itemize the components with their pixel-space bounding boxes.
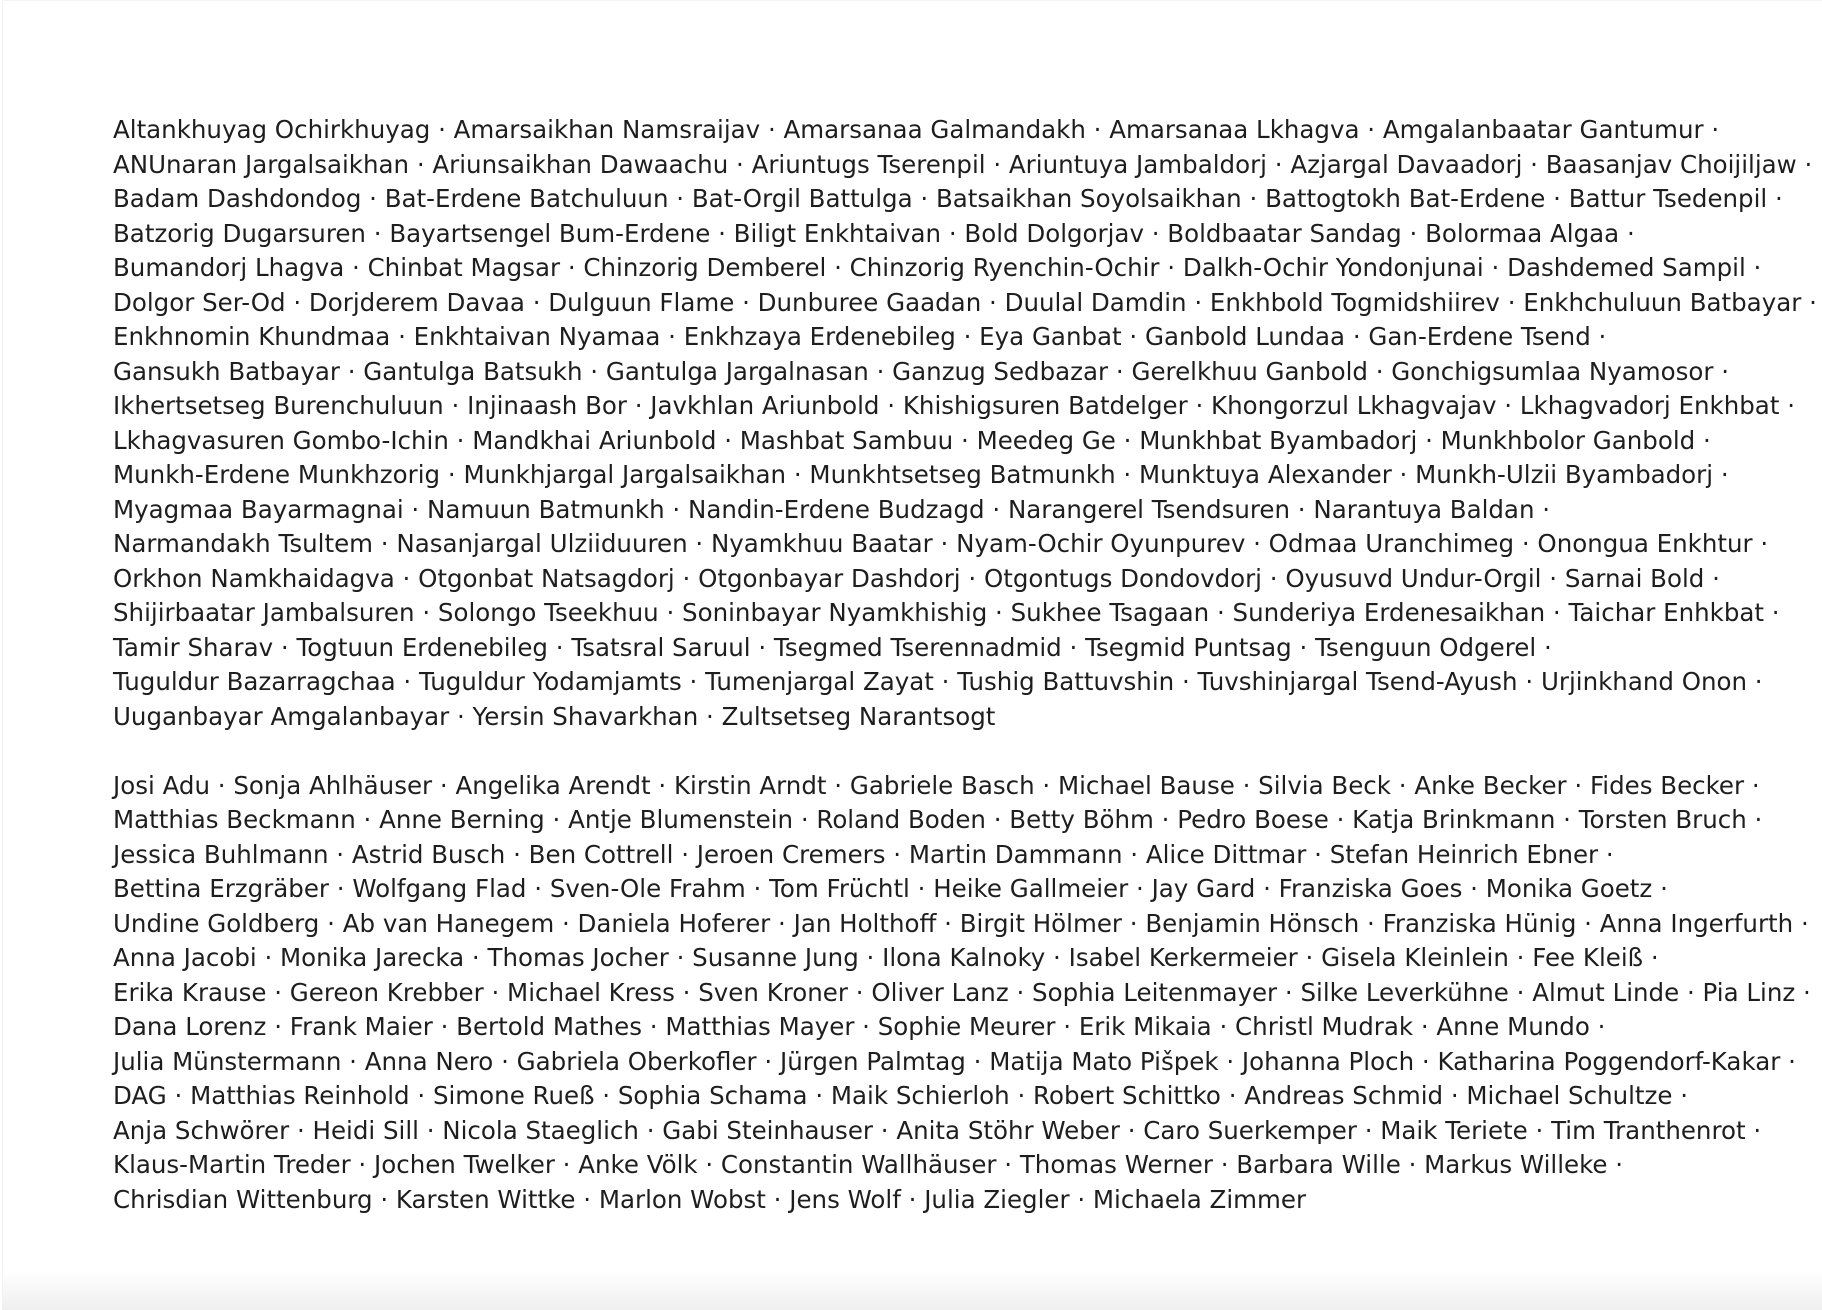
name-line: Bettina Erzgräber · Wolfgang Flad · Sven-Ole Frahm · Tom Früchtl · Heike Gallmeier · Jay Gard · Franziska Goes · Monika Goetz · — [113, 874, 1668, 903]
name-line: Lkhagvasuren Gombo-Ichin · Mandkhai Ariunbold · Mashbat Sambuu · Meedeg Ge · Munkhbat Byambadorj · Munkhbolor Ganbold · — [113, 425, 1711, 455]
bottom-edge-shadow — [3, 1270, 1822, 1310]
name-line: Erika Krause · Gereon Krebber · Michael Kress · Sven Kroner · Oliver Lanz · Sophia Leitenmayer · Silke Leverkühne · Almut Linde · Pia Linz · — [113, 977, 1811, 1007]
name-line: Julia Münstermann · Anna Nero · Gabriela Oberkofler · Jürgen Palmtag · Matija Mato Pišpek · Johanna Ploch · Katharina Poggendorf-Kakar · — [113, 1046, 1796, 1076]
name-line: ANUnaran Jargalsaikhan · Ariunsaikhan Dawaachu · Ariuntugs Tserenpil · Ariuntuya Jambaldorj · Azjargal Davaadorj · Baasanjav Choijiljaw · — [113, 149, 1813, 179]
name-line: DAG · Matthias Reinhold · Simone Rueß · Sophia Schama · Maik Schierloh · Robert Schittko · Andreas Schmid · Michael Schultze · — [113, 1081, 1689, 1110]
name-line: Enkhnomin Khundmaa · Enkhtaivan Nyamaa · Enkhzaya Erdenebileg · Eya Ganbat · Ganbold Lundaa · Gan-Erdene Tsend · — [113, 322, 1607, 351]
name-line: Anja Schwörer · Heidi Sill · Nicola Staeglich · Gabi Steinhauser · Anita Stöhr Weber · Caro Suerkemper · Maik Teriete · Tim Tranthenrot · — [113, 1115, 1762, 1145]
name-line: Orkhon Namkhaidagva · Otgonbat Natsagdorj · Otgonbayar Dashdorj · Otgontugs Dondovdorj · Oyusuvd Undur-Orgil · Sarnai Bold · — [113, 563, 1720, 593]
name-line: Gansukh Batbayar · Gantulga Batsukh · Gantulga Jargalnasan · Ganzug Sedbazar · Gerelkhuu Ganbold · Gonchigsumlaa Nyamosor · — [113, 356, 1730, 386]
name-line: Dolgor Ser-Od · Dorjderem Davaa · Dulguun Flame · Dunburee Gaadan · Duulal Damdin · Enkhbold Togmidshiirev · Enkhchuluun Batbayar · — [113, 287, 1817, 317]
name-line: Badam Dashdondog · Bat-Erdene Batchuluun · Bat-Orgil Battulga · Batsaikhan Soyolsaikhan · Battogtokh Bat-Erdene · Battur Tsedenpil · — [113, 184, 1783, 213]
name-line: Josi Adu · Sonja Ahlhäuser · Angelika Arendt · Kirstin Arndt · Gabriele Basch · Michael Bause · Silvia Beck · Anke Becker · Fides Becker · — [113, 770, 1760, 800]
name-line: Altankhuyag Ochirkhuyag · Amarsaikhan Namsraijav · Amarsanaa Galmandakh · Amarsanaa Lkhagva · Amgalanbaatar Gantumur · — [113, 115, 1720, 144]
name-line: Shijirbaatar Jambalsuren · Solongo Tseekhuu · Soninbayar Nyamkhishig · Sukhee Tsagaan · Sunderiya Erdenesaikhan · Taichar Enhkbat · — [113, 598, 1780, 627]
document-page — [2, 0, 1822, 1310]
name-line: Chrisdian Wittenburg · Karsten Wittke · Marlon Wobst · Jens Wolf · Julia Ziegler · Michaela Zimmer — [113, 1184, 1307, 1214]
name-line: Dana Lorenz · Frank Maier · Bertold Mathes · Matthias Mayer · Sophie Meurer · Erik Mikaia · Christl Mudrak · Anne Mundo · — [113, 1012, 1606, 1041]
name-line: Klaus-Martin Treder · Jochen Twelker · Anke Völk · Constantin Wallhäuser · Thomas Werner · Barbara Wille · Markus Willeke · — [113, 1150, 1624, 1179]
names-content — [113, 113, 1817, 1217]
name-line: Undine Goldberg · Ab van Hanegem · Daniela Hoferer · Jan Holthoff · Birgit Hölmer · Benjamin Hönsch · Franziska Hünig · Anna Ingerfurth · — [113, 908, 1809, 938]
name-line: Munkh-Erdene Munkhzorig · Munkhjargal Jargalsaikhan · Munkhtsetseg Batmunkh · Munktuya Alexander · Munkh-Ulzii Byambadorj · — [113, 460, 1729, 489]
name-line: Anna Jacobi · Monika Jarecka · Thomas Jocher · Susanne Jung · Ilona Kalnoky · Isabel Kerkermeier · Gisela Kleinlein · Fee Kleiß · — [113, 943, 1659, 972]
name-line: Jessica Buhlmann · Astrid Busch · Ben Cottrell · Jeroen Cremers · Martin Dammann · Alice Dittmar · Stefan Heinrich Ebner · — [113, 839, 1614, 869]
name-line: Myagmaa Bayarmagnai · Namuun Batmunkh · Nandin-Erdene Budzagd · Narangerel Tsendsuren · Narantuya Baldan · — [113, 494, 1551, 524]
german-names-paragraph — [113, 769, 1813, 1218]
name-line: Batzorig Dugarsuren · Bayartsengel Bum-Erdene · Biligt Enkhtaivan · Bold Dolgorjav · Boldbaatar Sandag · Bolormaa Algaa · — [113, 218, 1635, 248]
name-line: Tamir Sharav · Togtuun Erdenebileg · Tsatsral Saruul · Tsegmed Tserennadmid · Tsegmid Puntsag · Tsenguun Odgerel · — [113, 632, 1552, 662]
name-line: Uuganbayar Amgalanbayar · Yersin Shavarkhan · Zultsetseg Narantsogt — [113, 701, 996, 731]
name-line: Tuguldur Bazarragchaa · Tuguldur Yodamjamts · Tumenjargal Zayat · Tushig Battuvshin · Tuvshinjargal Tsend-Ayush · Urjinkhand Onon · — [113, 667, 1763, 696]
name-line: Narmandakh Tsultem · Nasanjargal Ulziiduuren · Nyamkhuu Baatar · Nyam-Ochir Oyunpurev · Odmaa Uranchimeg · Onongua Enkhtur · — [113, 529, 1769, 558]
mongolian-names-paragraph — [113, 113, 1817, 734]
name-line: Ikhertsetseg Burenchuluun · Injinaash Bor · Javkhlan Ariunbold · Khishigsuren Batdelger · Khongorzul Lkhagvajav · Lkhagvadorj Enkhbat · — [113, 391, 1795, 420]
name-line: Matthias Beckmann · Anne Berning · Antje Blumenstein · Roland Boden · Betty Böhm · Pedro Boese · Katja Brinkmann · Torsten Bruch · — [113, 805, 1763, 834]
name-line: Bumandorj Lhagva · Chinbat Magsar · Chinzorig Demberel · Chinzorig Ryenchin-Ochir · Dalkh-Ochir Yondonjunai · Dashdemed Sampil · — [113, 253, 1762, 282]
